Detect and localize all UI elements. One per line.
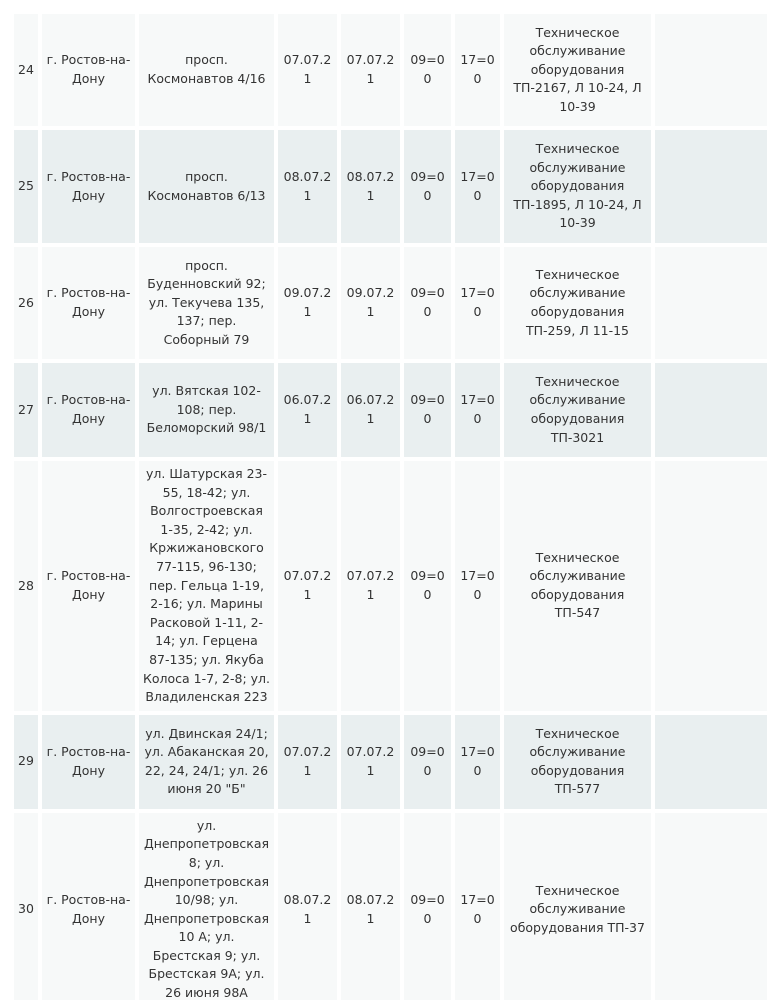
work-description-cell: Техническое обслуживание оборудования ТП-1895, Л 10-24, Л 10-39	[504, 130, 651, 243]
row-number: 26	[14, 247, 38, 359]
end-date-cell: 06.07.21	[341, 363, 400, 457]
address-cell: просп. Буденновский 92; ул. Текучева 135, 137; пер. Соборный 79	[139, 247, 274, 359]
table-row	[14, 813, 767, 1000]
start-date-cell: 07.07.21	[278, 715, 337, 809]
end-date-cell: 07.07.21	[341, 461, 400, 711]
end-date-cell: 09.07.21	[341, 247, 400, 359]
outage-table	[10, 10, 767, 1000]
city-cell: г. Ростов-на-Дону	[42, 461, 135, 711]
city-cell: г. Ростов-на-Дону	[42, 813, 135, 1000]
table-row	[14, 14, 767, 126]
start-date-cell: 08.07.21	[278, 130, 337, 243]
table-row	[14, 363, 767, 457]
city-cell: г. Ростов-на-Дону	[42, 363, 135, 457]
empty-cell	[655, 14, 767, 126]
empty-cell	[655, 247, 767, 359]
start-time-cell: 09=00	[404, 14, 451, 126]
start-date-cell: 06.07.21	[278, 363, 337, 457]
row-number: 28	[14, 461, 38, 711]
empty-cell	[655, 813, 767, 1000]
start-time-cell: 09=00	[404, 715, 451, 809]
address-cell: ул. Двинская 24/1; ул. Абаканская 20, 22, 24, 24/1; ул. 26 июня 20 "Б"	[139, 715, 274, 809]
work-description-cell: Техническое обслуживание оборудования ТП-37	[504, 813, 651, 1000]
end-time-cell: 17=00	[455, 363, 500, 457]
work-description-cell: Техническое обслуживание оборудования ТП-259, Л 11-15	[504, 247, 651, 359]
end-time-cell: 17=00	[455, 14, 500, 126]
start-time-cell: 09=00	[404, 130, 451, 243]
row-number: 27	[14, 363, 38, 457]
table-row	[14, 461, 767, 711]
address-cell: ул. Вятская 102-108; пер. Беломорский 98/1	[139, 363, 274, 457]
start-date-cell: 07.07.21	[278, 461, 337, 711]
empty-cell	[655, 461, 767, 711]
city-cell: г. Ростов-на-Дону	[42, 130, 135, 243]
start-time-cell: 09=00	[404, 363, 451, 457]
city-cell: г. Ростов-на-Дону	[42, 247, 135, 359]
address-cell: ул. Шатурская 23-55, 18-42; ул. Волгостроевская 1-35, 2-42; ул. Кржижановского 77-115, 96-130; пер. Гельца 1-19, 2-16; ул. Марины Расковой 1-11, 2-14; ул. Герцена 87-135; ул. Якуба Колоса 1-7, 2-8; ул. Владиленская 223	[139, 461, 274, 711]
end-time-cell: 17=00	[455, 715, 500, 809]
address-cell: просп. Космонавтов 4/16	[139, 14, 274, 126]
address-cell: просп. Космонавтов 6/13	[139, 130, 274, 243]
end-time-cell: 17=00	[455, 461, 500, 711]
start-time-cell: 09=00	[404, 813, 451, 1000]
row-number: 29	[14, 715, 38, 809]
table-row	[14, 130, 767, 243]
end-date-cell: 08.07.21	[341, 813, 400, 1000]
table-row	[14, 715, 767, 809]
end-date-cell: 07.07.21	[341, 14, 400, 126]
start-date-cell: 08.07.21	[278, 813, 337, 1000]
work-description-cell: Техническое обслуживание оборудования ТП-2167, Л 10-24, Л 10-39	[504, 14, 651, 126]
city-cell: г. Ростов-на-Дону	[42, 14, 135, 126]
table-row	[14, 247, 767, 359]
end-time-cell: 17=00	[455, 247, 500, 359]
row-number: 25	[14, 130, 38, 243]
work-description-cell: Техническое обслуживание оборудования ТП-547	[504, 461, 651, 711]
address-cell: ул. Днепропетровская 8; ул. Днепропетровская 10/98; ул. Днепропетровская 10 А; ул. Брестская 9; ул. Брестская 9А; ул. 26 июня 98А	[139, 813, 274, 1000]
row-number: 30	[14, 813, 38, 1000]
start-time-cell: 09=00	[404, 247, 451, 359]
work-description-cell: Техническое обслуживание оборудования ТП-577	[504, 715, 651, 809]
empty-cell	[655, 715, 767, 809]
city-cell: г. Ростов-на-Дону	[42, 715, 135, 809]
end-time-cell: 17=00	[455, 130, 500, 243]
end-time-cell: 17=00	[455, 813, 500, 1000]
row-number: 24	[14, 14, 38, 126]
work-description-cell: Техническое обслуживание оборудования ТП-3021	[504, 363, 651, 457]
empty-cell	[655, 363, 767, 457]
start-date-cell: 09.07.21	[278, 247, 337, 359]
end-date-cell: 08.07.21	[341, 130, 400, 243]
empty-cell	[655, 130, 767, 243]
start-date-cell: 07.07.21	[278, 14, 337, 126]
start-time-cell: 09=00	[404, 461, 451, 711]
end-date-cell: 07.07.21	[341, 715, 400, 809]
